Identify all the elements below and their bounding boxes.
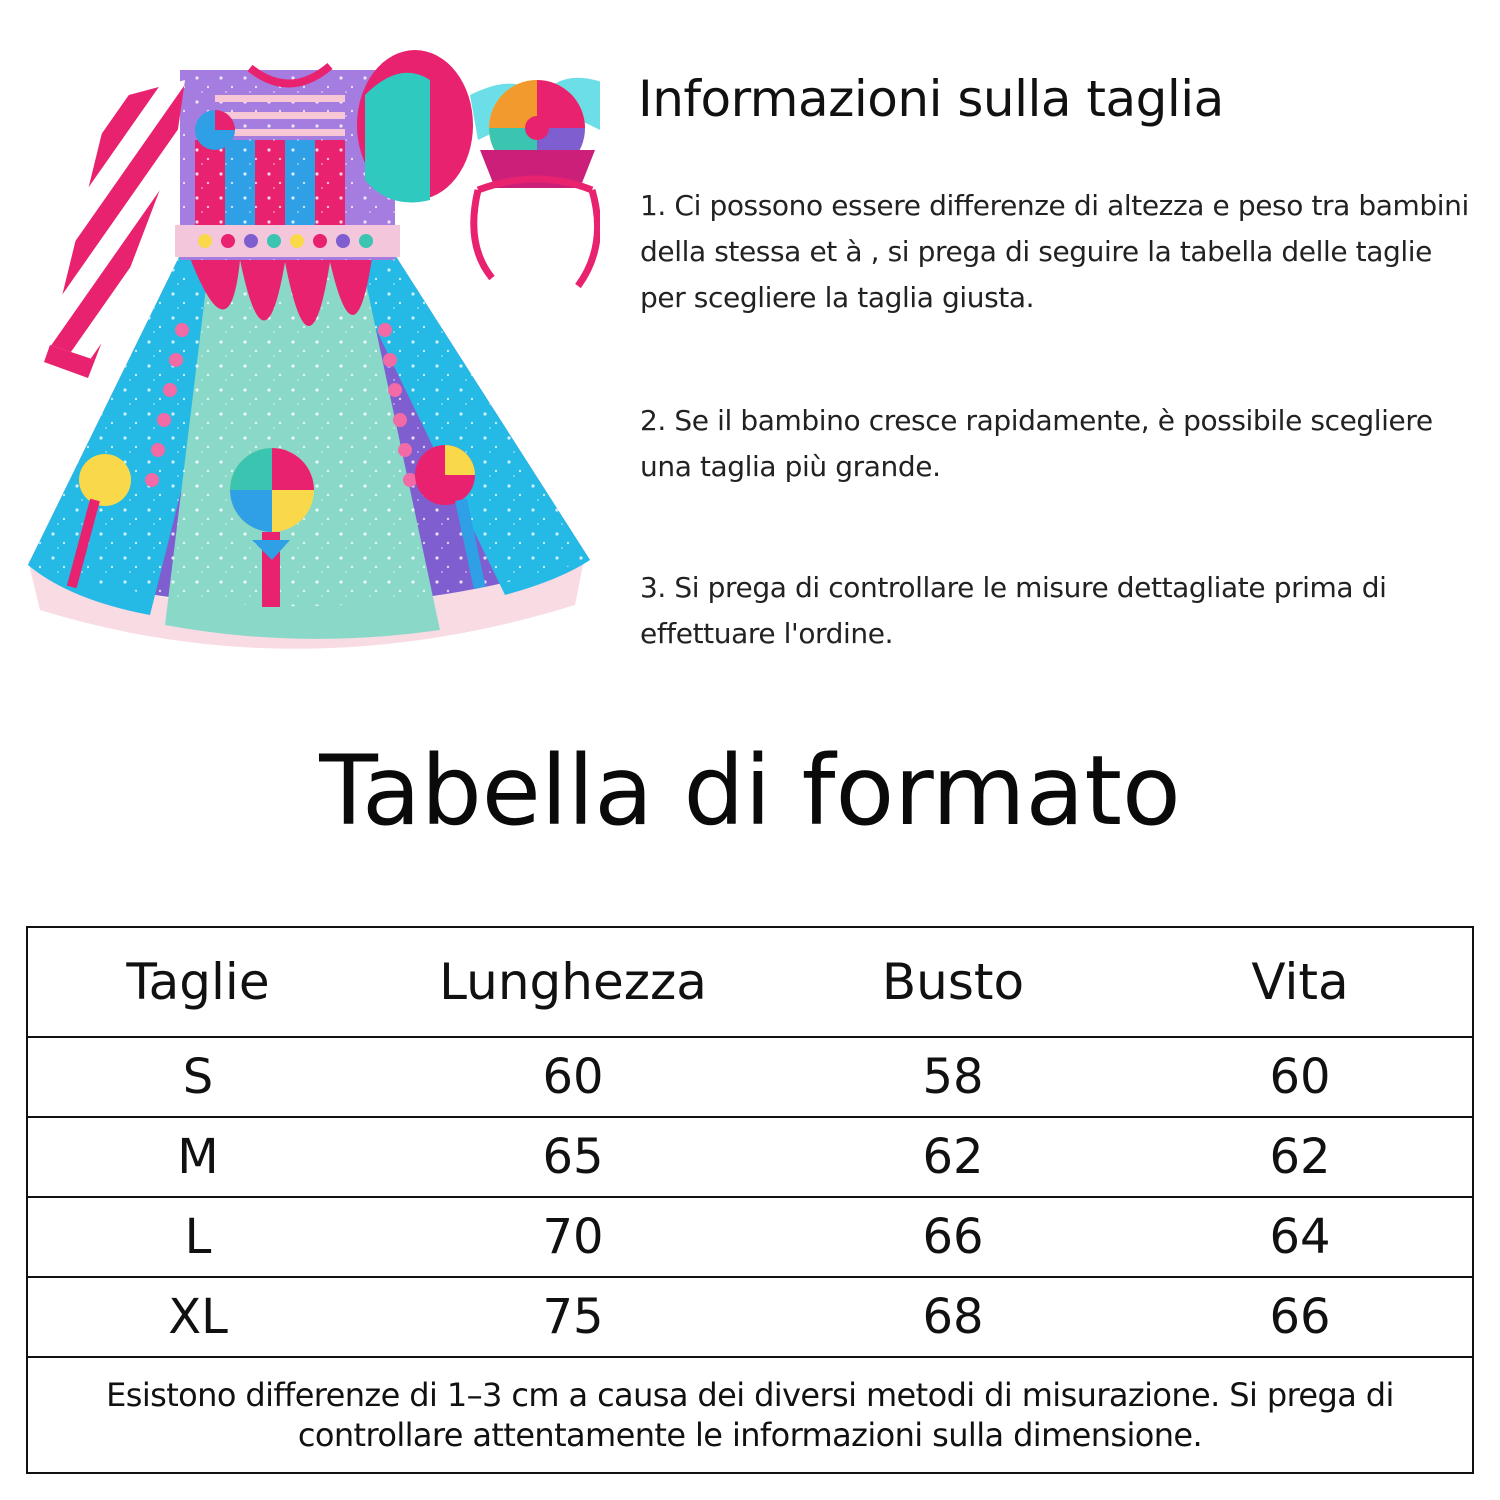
size-chart-table [26,926,1474,1474]
waist-cell: 62 [1269,1129,1331,1185]
header-waist: Vita [1251,953,1349,1011]
header-length: Lunghezza [439,953,707,1011]
size-info-point-3: 3. Si prega di controllare le misure dettagliate prima di effettuare l'ordine. [640,571,1387,650]
length-cell: 70 [542,1209,604,1265]
table-header-row [28,928,1472,1038]
bust-cell: 66 [922,1209,984,1265]
table-row [28,1198,1472,1278]
table-row [28,1118,1472,1198]
size-cell: XL [168,1289,228,1345]
table-row [28,1038,1472,1118]
size-cell: S [182,1049,214,1105]
length-cell: 75 [542,1289,604,1345]
waist-cell: 66 [1269,1289,1331,1345]
bust-cell: 58 [922,1049,984,1105]
waist-cell: 64 [1269,1209,1331,1265]
bust-cell: 68 [922,1289,984,1345]
product-illustration [0,0,600,660]
waist-cell: 60 [1269,1049,1331,1105]
measurement-note: Esistono differenze di 1–3 cm a causa dei diversi metodi di misurazione. Si prega di controllare attentamente le informazioni sulla dimensione. [106,1376,1394,1454]
size-info-point-2: 2. Se il bambino cresce rapidamente, è possibile scegliere una taglia più grande. [640,404,1433,483]
size-info-point-1: 1. Ci possono essere differenze di altezza e peso tra bambini della stessa et à , si prega di seguire la tabella delle taglie per scegliere la taglia giusta. [640,189,1469,314]
header-bust: Busto [881,953,1025,1011]
size-cell: M [177,1129,219,1185]
size-info-title: Informazioni sulla taglia [638,70,1224,128]
length-cell: 65 [542,1129,604,1185]
size-chart-title: Tabella di formato [319,735,1181,847]
header-size: Taglie [126,953,270,1011]
length-cell: 60 [542,1049,604,1105]
size-cell: L [184,1209,212,1265]
bust-cell: 62 [922,1129,984,1185]
headband-illustration [470,78,600,286]
table-row [28,1278,1472,1358]
